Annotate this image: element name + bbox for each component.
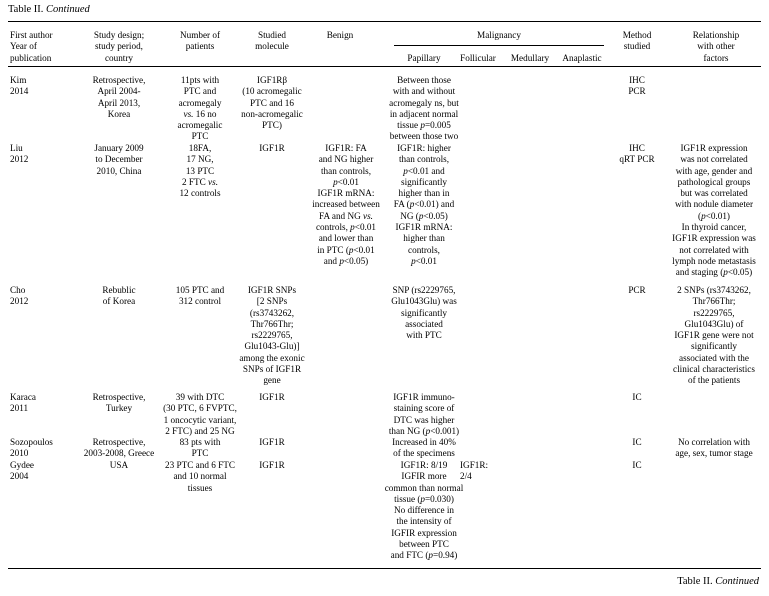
header-anaplastic: Anaplastic <box>562 53 602 63</box>
table-title: Table II. Continued <box>8 4 90 15</box>
table-row-author: Liu 2012 <box>10 143 29 165</box>
table-row-method: IC <box>632 437 642 447</box>
table-row-patients: 11pts with PTC and acromegaly vs. 16 no acromegalic PTC <box>177 75 223 142</box>
table-row-design: January 2009 to December 2010, China <box>94 143 144 176</box>
table-row-author: Sozopoulos 2010 <box>10 437 53 459</box>
table-row-benign: IGF1R: FA and NG higher than controls, p<0.01 IGF1R mRNA: increased between FA and NG vs. controls, p<0.01 and lower than in PTC (p<0.01 and p<0.05) <box>312 143 380 266</box>
table-row-patients: 105 PTC and 312 control <box>175 285 225 307</box>
header-author: First author Year of publication <box>10 30 53 63</box>
table-row-author: Karaca 2011 <box>10 392 37 414</box>
top-rule <box>8 21 761 22</box>
table-row-method: IHC qRT PCR <box>619 143 655 165</box>
header-molecule: Studied molecule <box>255 30 289 52</box>
table-row-molecule: IGF1R <box>259 437 285 447</box>
table-row-method: IC <box>632 392 642 402</box>
table-row-design: Rebublic of Korea <box>102 285 136 307</box>
table-row-relationship: 2 SNPs (rs3743262, Thr766Thr; rs2229765, Glu1043Glu) of IGF1R gene were not significantly associated with the clinical characteristics of the patients <box>673 285 755 386</box>
header-design: Study design; study period, country <box>93 30 145 63</box>
table-row-author: Cho 2012 <box>10 285 29 307</box>
table-row-design: USA <box>109 460 129 470</box>
header-patients: Number of patients <box>179 30 221 52</box>
table-row-papillary: SNP (rs2229765, Glu1043Glu) was significantly associated with PTC <box>391 285 457 341</box>
table-row-papillary: IGF1R: 8/19 IGFIR more common than normal tissue (p=0.030) No difference in the intensity of IGFIR expression between PTC and FTC (p=0.94) <box>384 460 464 561</box>
table-row-molecule: IGF1R <box>259 392 285 402</box>
table-row-papillary: Between those with and without acromegaly ns, but in adjacent normal tissue p=0.005 between those two <box>389 75 459 142</box>
header-follicular: Follicular <box>460 53 496 63</box>
table-row-molecule: IGF1R <box>259 143 285 153</box>
table-row-molecule: IGF1Rβ (10 acromegalic PTC and 16 non-acromegalic PTC) <box>241 75 303 131</box>
malignancy-subrule <box>394 45 604 46</box>
table-footer: Table II. Continued <box>677 576 759 587</box>
header-medullary: Medullary <box>510 53 550 63</box>
table-row-method: IC <box>632 460 642 470</box>
header-papillary: Papillary <box>407 53 441 63</box>
table-row-molecule: IGF1R SNPs [2 SNPs (rs3743262, Thr766Thr; rs2229765, Glu1043-Glu)] among the exonic SNPs of IGF1R gene <box>239 285 305 386</box>
bottom-rule <box>8 568 761 569</box>
table-row-method: PCR <box>628 285 646 295</box>
header-rule <box>8 66 761 67</box>
table-row-relationship: No correlation with age, sex, tumor stage <box>675 437 753 459</box>
table-row-papillary: IGF1R immuno- staining score of DTC was higher than NG (p<0.001) <box>388 392 460 436</box>
header-benign: Benign <box>326 30 354 40</box>
header-relationship: Relationship with other factors <box>692 30 740 63</box>
table-row-patients: 83 pts with PTC <box>179 437 221 459</box>
table-row-patients: 23 PTC and 6 FTC and 10 normal tissues <box>165 460 235 493</box>
table-row-author: Kim 2014 <box>10 75 29 97</box>
table-row-design: Retrospective, Turkey <box>92 392 146 414</box>
table-row-papillary: Increased in 40% of the specimens <box>392 437 456 459</box>
header-method: Method studied <box>622 30 652 52</box>
table-row-method: IHC PCR <box>628 75 646 97</box>
table-row-molecule: IGF1R <box>259 460 285 470</box>
table-row-patients: 18FA, 17 NG, 13 PTC 2 FTC vs. 12 controls <box>179 143 221 199</box>
table-row-design: Retrospective, April 2004- April 2013, Korea <box>92 75 146 119</box>
table-row-design: Retrospective, 2003-2008, Greece <box>83 437 155 459</box>
table-row-author: Gydee 2004 <box>10 460 34 482</box>
table-row-follicular: IGF1R: 2/4 <box>460 460 489 482</box>
table-row-papillary: IGF1R: higher than controls, p<0.01 and significantly higher than in FA (p<0.01) and NG (p<0.05) IGF1R mRNA: higher than controls, p<0.01 <box>393 143 455 266</box>
table-row-relationship: IGF1R expression was not correlated with age, gender and pathological groups but was correlated with nodule diameter (p<0.01) In thyroid cancer, IGF1R expression was not correlated with lymph node metastasis and staging (p<0.05) <box>672 143 756 278</box>
header-malignancy: Malignancy <box>477 30 521 40</box>
table-row-patients: 39 with DTC (30 PTC, 6 FVPTC, 1 oncocytic variant, 2 FTC) and 25 NG <box>163 392 237 436</box>
